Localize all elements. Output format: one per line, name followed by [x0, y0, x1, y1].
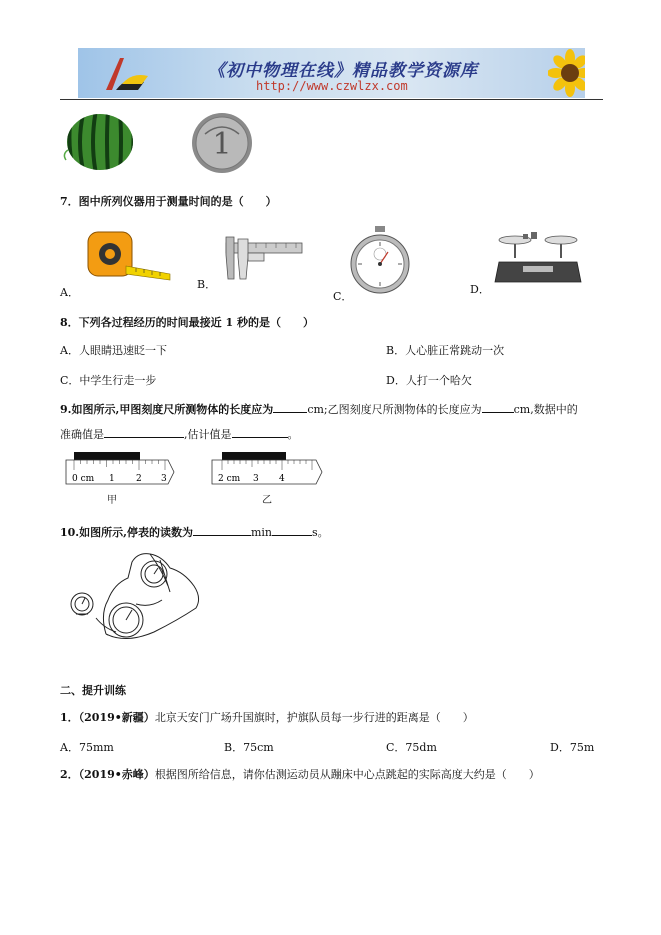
- q7-option-c: C．: [333, 290, 353, 303]
- ruler-yi: [208, 450, 326, 486]
- q10-line: [60, 524, 329, 540]
- q10-part2: min: [250, 526, 273, 539]
- ruler-yi-tick-1: 3: [253, 474, 259, 484]
- ruler-yi-caption: 乙: [262, 495, 272, 506]
- q9-line2: [60, 426, 299, 442]
- q7-text: 7．图中所列仪器用于测量时间的是（ ）: [60, 195, 277, 208]
- s2-q1-line: [60, 709, 474, 725]
- q9-part5: ,估计值是: [184, 428, 232, 441]
- q9-blank-4[interactable]: [232, 427, 288, 438]
- section2-title: 二、提升训练: [60, 684, 126, 697]
- ruler-jia-caption: 甲: [107, 495, 117, 506]
- balance-scale-image: [493, 228, 583, 286]
- q9-part3: cm,数据中的: [513, 403, 578, 416]
- q8-option-b: B．人心脏正常跳动一次: [386, 344, 505, 357]
- s2-q2-text: 根据图所给信息，请你估测运动员从蹦床中心点跳起的实际高度大约是（ ）: [154, 768, 540, 781]
- s2-q1-option-c: C．75dm: [386, 741, 437, 754]
- ruler-jia-tick-1: 1: [109, 474, 115, 484]
- stopwatch-image: [348, 226, 412, 296]
- s2-q2-tag: （2019•赤峰）: [78, 768, 155, 781]
- logo-icon: [98, 54, 158, 94]
- watermelon-image: [62, 110, 136, 172]
- q10-blank-1[interactable]: [193, 525, 251, 536]
- header-divider: [60, 99, 603, 100]
- q8-option-c: C．中学生行走一步: [60, 374, 157, 387]
- q9-blank-3[interactable]: [104, 427, 184, 438]
- q7-option-d: D．: [470, 283, 490, 296]
- s2-q1-num: 1．: [60, 711, 79, 724]
- q8-option-a: A．人眼睛迅速眨一下: [60, 344, 167, 357]
- q10-blank-2[interactable]: [272, 525, 312, 536]
- s2-q1-text: 北京天安门广场升国旗时，护旗队员每一步行进的距离是（ ）: [154, 711, 474, 724]
- q9-part4: 准确值是: [60, 428, 104, 441]
- header-banner: [78, 48, 585, 98]
- tape-measure-image: [86, 228, 172, 284]
- ruler-jia: [62, 450, 178, 486]
- ruler-jia-tick-0: 0 cm: [72, 474, 95, 484]
- hand-stopwatch-image: [66, 548, 202, 640]
- ruler-yi-tick-2: 4: [279, 474, 285, 484]
- coin-image: [191, 112, 253, 174]
- banner-url: http://www.czwlzx.com: [256, 79, 408, 93]
- q10-part1: 10.如图所示,停表的读数为: [60, 526, 193, 539]
- q9-part6: 。: [287, 428, 299, 441]
- s2-q1-option-b: B．75cm: [224, 741, 274, 754]
- s2-q1-option-a: A．75mm: [60, 741, 114, 754]
- q9-blank-2[interactable]: [482, 402, 514, 413]
- svg-text:1: 1: [212, 127, 232, 162]
- ruler-yi-tick-0: 2 cm: [218, 474, 241, 484]
- s2-q2-num: 2．: [60, 768, 79, 781]
- sunflower-icon: [548, 48, 585, 98]
- q7-option-a: A．: [60, 286, 79, 299]
- s2-q1-tag: （2019•新疆）: [78, 711, 155, 724]
- s2-q2-line: [60, 766, 540, 782]
- ruler-jia-tick-2: 2: [136, 474, 142, 484]
- ruler-jia-tick-3: 3: [161, 474, 167, 484]
- q8-text: 8．下列各过程经历的时间最接近 1 秒的是（ ）: [60, 316, 314, 329]
- q10-part3: s。: [312, 526, 329, 539]
- q7-option-b: B．: [197, 278, 217, 291]
- q9-blank-1[interactable]: [273, 402, 307, 413]
- measured-object-yi: [222, 452, 286, 460]
- s2-q1-option-d: D．75m: [550, 741, 595, 754]
- q9-part1: 9.如图所示,甲图刻度尺所测物体的长度应为: [60, 403, 274, 416]
- vernier-caliper-image: [212, 235, 304, 285]
- measured-object-jia: [74, 452, 140, 460]
- q9-line1: [60, 401, 578, 417]
- banner-title: 《初中物理在线》精品教学资源库: [208, 61, 478, 81]
- q9-part2: cm;乙图刻度尺所测物体的长度应为: [307, 403, 482, 416]
- q8-option-d: D．人打一个哈欠: [386, 374, 472, 387]
